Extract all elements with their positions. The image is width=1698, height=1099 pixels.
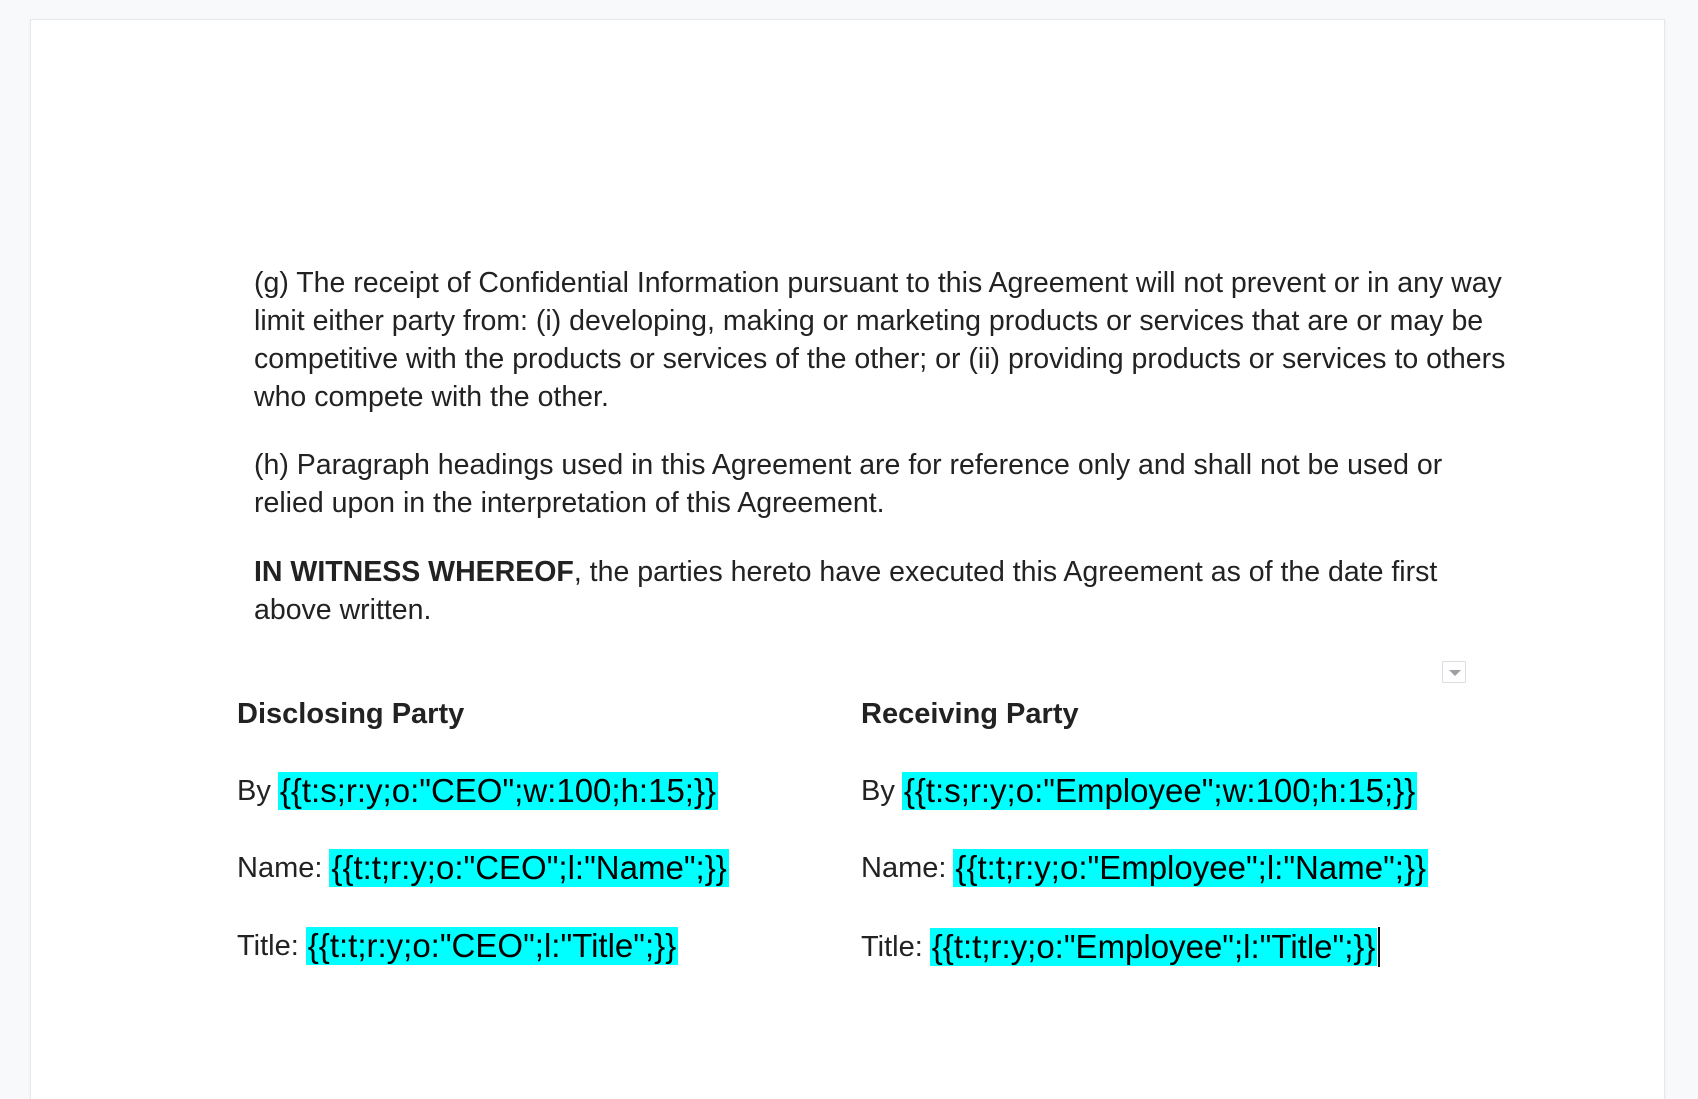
receiving-name-label: Name: bbox=[861, 851, 947, 884]
disclosing-title-label: Title: bbox=[237, 929, 299, 962]
receiving-party-heading: Receiving Party bbox=[861, 698, 1079, 730]
receiving-title-label: Title: bbox=[861, 930, 923, 963]
disclosing-title-tag[interactable]: {{t:t;r:y;o:"CEO";l:"Title";}} bbox=[307, 927, 677, 964]
receiving-name-row[interactable] bbox=[861, 849, 1428, 887]
disclosing-by-label: By bbox=[237, 774, 271, 807]
disclosing-signature-tag[interactable]: {{t:s;r:y;o:"CEO";w:100;h:15;}} bbox=[279, 772, 717, 809]
text-cursor bbox=[1378, 927, 1380, 967]
witness-text: , the parties hereto have executed this Agreement as of the date first above written. bbox=[254, 556, 1438, 626]
receiving-title-row[interactable] bbox=[861, 927, 1380, 967]
paragraph-h[interactable]: (h) Paragraph headings used in this Agreement are for reference only and shall not be used or relied upon in the interpretation of this Agreement. bbox=[254, 449, 1443, 519]
disclosing-title-row[interactable] bbox=[237, 927, 678, 965]
receiving-signature-tag[interactable]: {{t:s;r:y;o:"Employee";w:100;h:15;}} bbox=[903, 772, 1416, 809]
disclosing-name-row[interactable] bbox=[237, 849, 729, 887]
disclosing-name-label: Name: bbox=[237, 851, 323, 884]
receiving-title-tag[interactable]: {{t:t;r:y;o:"Employee";l:"Title";}} bbox=[931, 928, 1376, 965]
table-menu-dropdown-icon[interactable] bbox=[1442, 661, 1466, 683]
disclosing-by-row[interactable] bbox=[237, 772, 718, 810]
witness-paragraph[interactable] bbox=[254, 553, 1514, 629]
witness-bold-text: IN WITNESS WHEREOF bbox=[254, 556, 574, 588]
paragraph-g[interactable]: (g) The receipt of Confidential Information pursuant to this Agreement will not prevent or in any way limit either party from: (i) developing, making or marketing products or services that are or may be competitive with the products or services of the other; or (ii) providing products or services to others who compete with the other. bbox=[254, 267, 1506, 413]
receiving-by-row[interactable] bbox=[861, 772, 1417, 810]
receiving-name-tag[interactable]: {{t:t;r:y;o:"Employee";l:"Name";}} bbox=[955, 849, 1426, 886]
document-body[interactable] bbox=[254, 264, 1514, 629]
disclosing-party-heading: Disclosing Party bbox=[237, 698, 465, 730]
receiving-by-label: By bbox=[861, 774, 895, 807]
disclosing-name-tag[interactable]: {{t:t;r:y;o:"CEO";l:"Name";}} bbox=[331, 849, 727, 886]
